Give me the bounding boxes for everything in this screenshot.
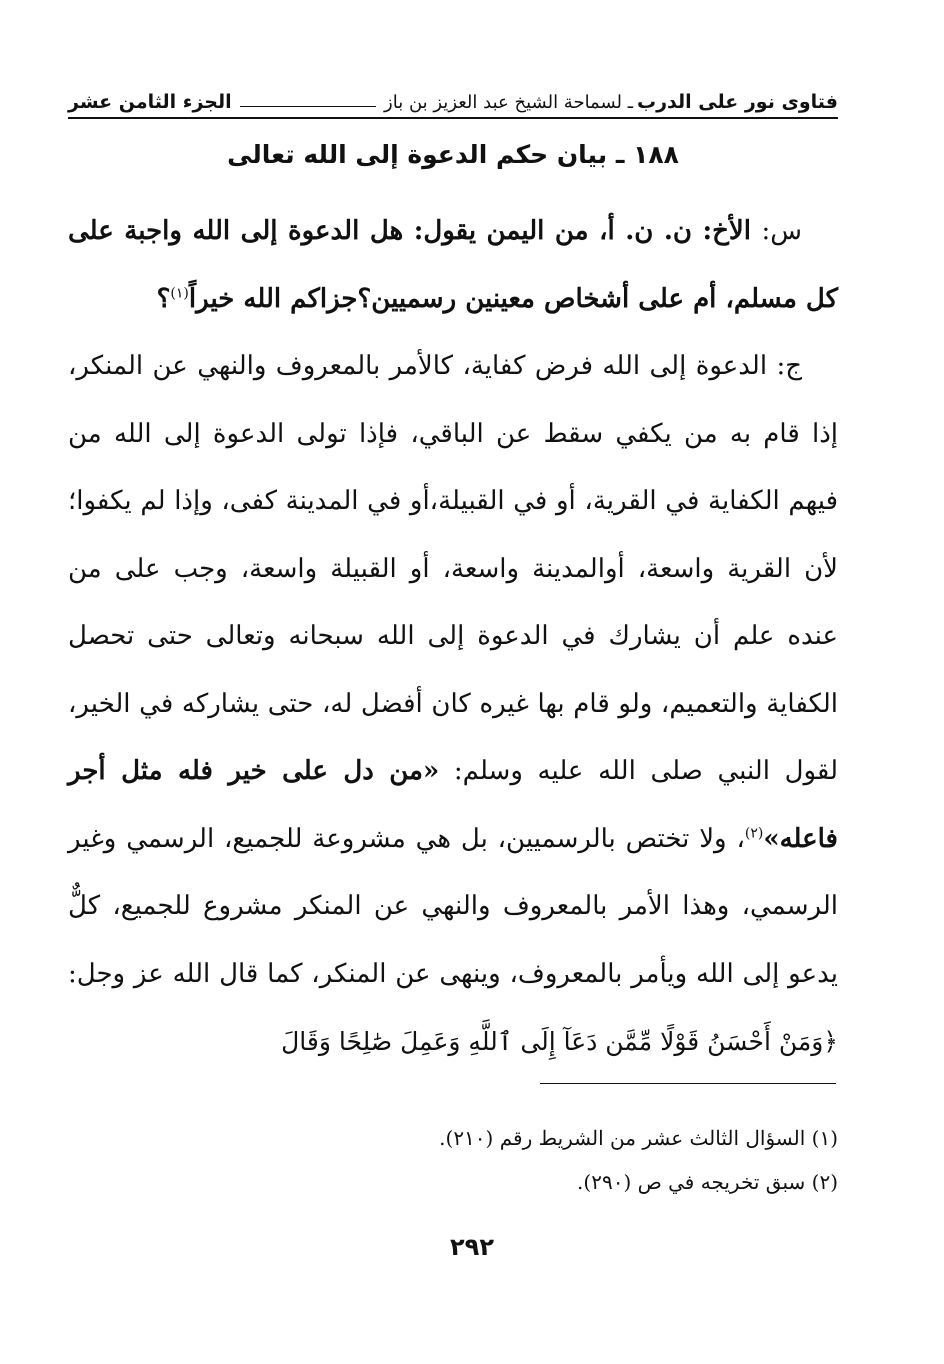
header-dash-rule bbox=[240, 106, 376, 107]
footnote-1: (١) السؤال الثالث عشر من الشريط رقم (٢١٠). bbox=[439, 1126, 838, 1150]
question-text: الأخ: ن. ن. أ، من اليمن يقول: هل الدعوة إلى الله واجبة على كل مسلم، أم على أشخاص معينين رسميين؟جزاكم الله خيراً bbox=[68, 216, 838, 314]
hadith-quote: «من دل على خير فله مثل أجر فاعله» bbox=[68, 756, 838, 854]
fatwa-title: ١٨٨ ـ بيان حكم الدعوة إلى الله تعالى bbox=[227, 140, 679, 169]
running-header bbox=[68, 78, 838, 112]
header-divider bbox=[68, 117, 838, 119]
author-name: ـ لسماحة الشيخ عبد العزيز بن باز bbox=[384, 92, 633, 113]
footnote-divider bbox=[540, 1083, 836, 1084]
question-label: س: bbox=[761, 216, 802, 246]
footnote-ref-2[interactable]: (٢) bbox=[744, 824, 764, 841]
footnote-2: (٢) سبق تخريجه في ص (٢٩٠). bbox=[577, 1170, 838, 1194]
answer-paragraph bbox=[68, 333, 838, 1077]
quran-verse: ﴿وَمَنْ أَحْسَنُ قَوْلًا مِّمَّن دَعَآ إِلَى ٱللَّهِ وَعَمِلَ صَٰلِحًا وَقَالَ bbox=[281, 1027, 838, 1056]
question-paragraph bbox=[68, 198, 838, 333]
footnotes bbox=[68, 1116, 838, 1204]
footnote-ref-1[interactable]: (١) bbox=[170, 284, 189, 301]
book-title: فتاوى نور على الدرب bbox=[637, 91, 838, 113]
answer-text-part2: ، ولا تختص بالرسميين، بل هي مشروعة للجميع، الرسمي وغير الرسمي، وهذا الأمر بالمعروف والنهي عن المنكر مشروع للجميع، كلٌّ يدعو إلى الله ويأمر بالمعروف، وينهى عن المنكر، كما قال الله عز وجل: bbox=[68, 823, 838, 989]
body-text bbox=[68, 198, 838, 1077]
answer-text-part1: ج: الدعوة إلى الله فرض كفاية، كالأمر بالمعروف والنهي عن المنكر، إذا قام به من يكفي سقط عن الباقي، فإذا تولى الدعوة إلى الله من فيهم الكفاية في القرية، أو في القبيلة،أو في المدينة كفى، وإذا لم يكفوا؛ لأن القرية واسعة، أوالمدينة واسعة، أو القبيلة واسعة، وجب على من عنده علم أن يشارك في الدعوة إلى الله سبحانه وتعالى حتى تحصل الكفاية والتعميم، ولو قام بها غيره كان أفضل له، حتى يشاركه في الخير، لقول النبي صلى الله عليه وسلم: bbox=[68, 351, 839, 786]
volume-label: الجزء الثامن عشر bbox=[68, 91, 232, 113]
page-number: ٢٩٢ bbox=[450, 1233, 494, 1261]
question-mark: ؟ bbox=[156, 283, 171, 314]
